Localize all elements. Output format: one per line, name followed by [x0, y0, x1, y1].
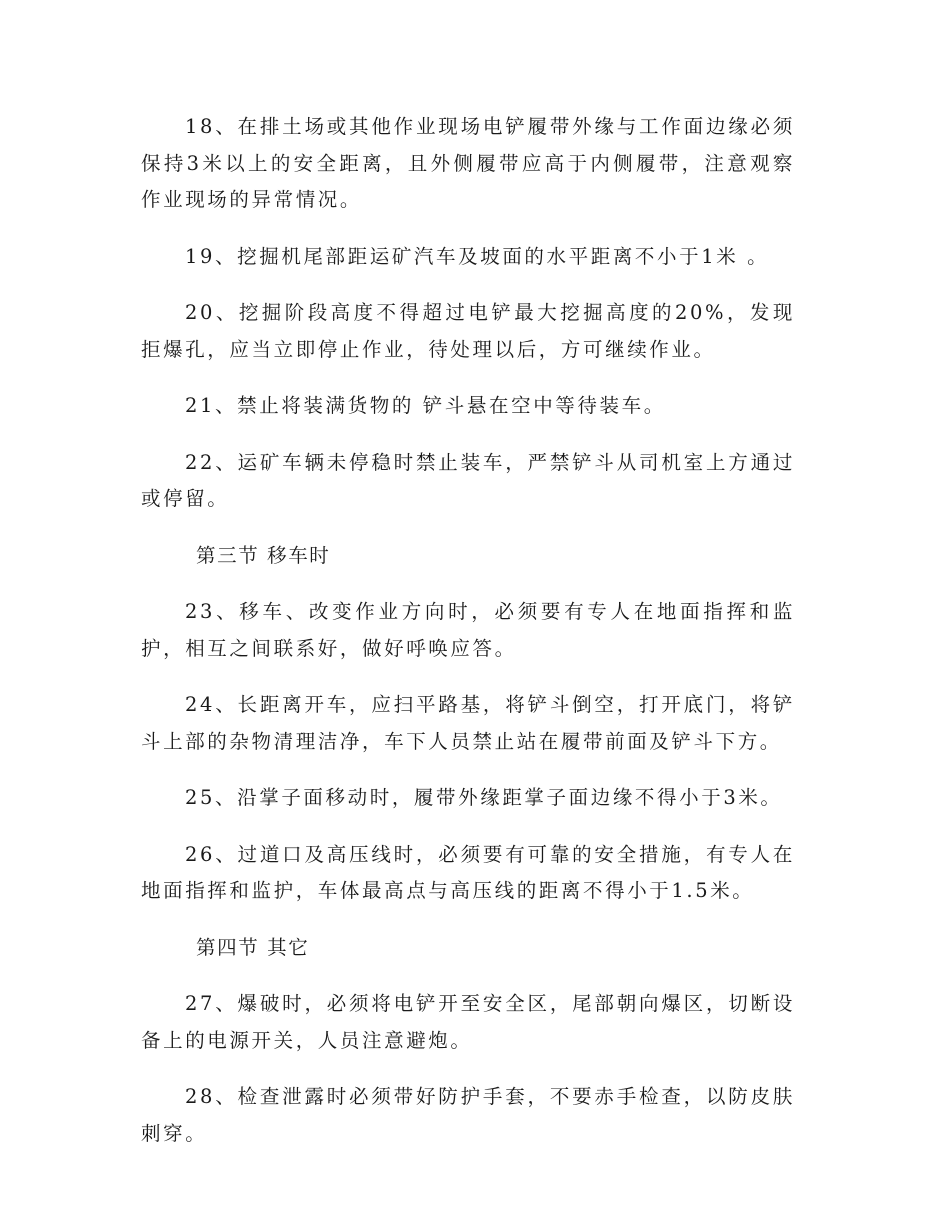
paragraph-21: 21、禁止将装满货物的 铲斗悬在空中等待装车。 [185, 394, 666, 417]
paragraph-20: 20、挖掘阶段高度不得超过电铲最大挖掘高度的20%，发现拒爆孔，应当立即停止作业，待处理以后，方可继续作业。 [141, 301, 795, 361]
paragraph-28: 28、检查泄露时必须带好防护手套，不要赤手检查，以防皮肤刺穿。 [141, 1085, 795, 1145]
paragraph-25: 25、沿掌子面移动时，履带外缘距掌子面边缘不得小于3米。 [185, 786, 783, 809]
paragraph-26: 26、过道口及高压线时，必须要有可靠的安全措施，有专人在地面指挥和监护，车体最高点与高压线的距离不得小于1.5米。 [141, 842, 795, 902]
paragraph-22: 22、运矿车辆未停稳时禁止装车，严禁铲斗从司机室上方通过或停留。 [141, 450, 795, 510]
section-heading-3: 第三节 移车时 [196, 543, 331, 567]
paragraph-23: 23、移车、改变作业方向时，必须要有专人在地面指挥和监护，相互之间联系好，做好呼唤应答。 [141, 600, 795, 660]
paragraph-19: 19、挖掘机尾部距运矿汽车及坡面的水平距离不小于1米 。 [185, 244, 770, 268]
paragraph-24: 24、长距离开车，应扫平路基，将铲斗倒空，打开底门，将铲斗上部的杂物清理洁净，车下人员禁止站在履带前面及铲斗下方。 [141, 693, 795, 753]
section-heading-4: 第四节 其它 [196, 935, 310, 959]
paragraph-27: 27、爆破时，必须将电铲开至安全区，尾部朝向爆区，切断设备上的电源开关，人员注意避炮。 [141, 992, 795, 1052]
paragraph-18: 18、在排土场或其他作业现场电铲履带外缘与工作面边缘必须保持3米以上的安全距离，且外侧履带应高于内侧履带，注意观察作业现场的异常情况。 [141, 115, 795, 211]
